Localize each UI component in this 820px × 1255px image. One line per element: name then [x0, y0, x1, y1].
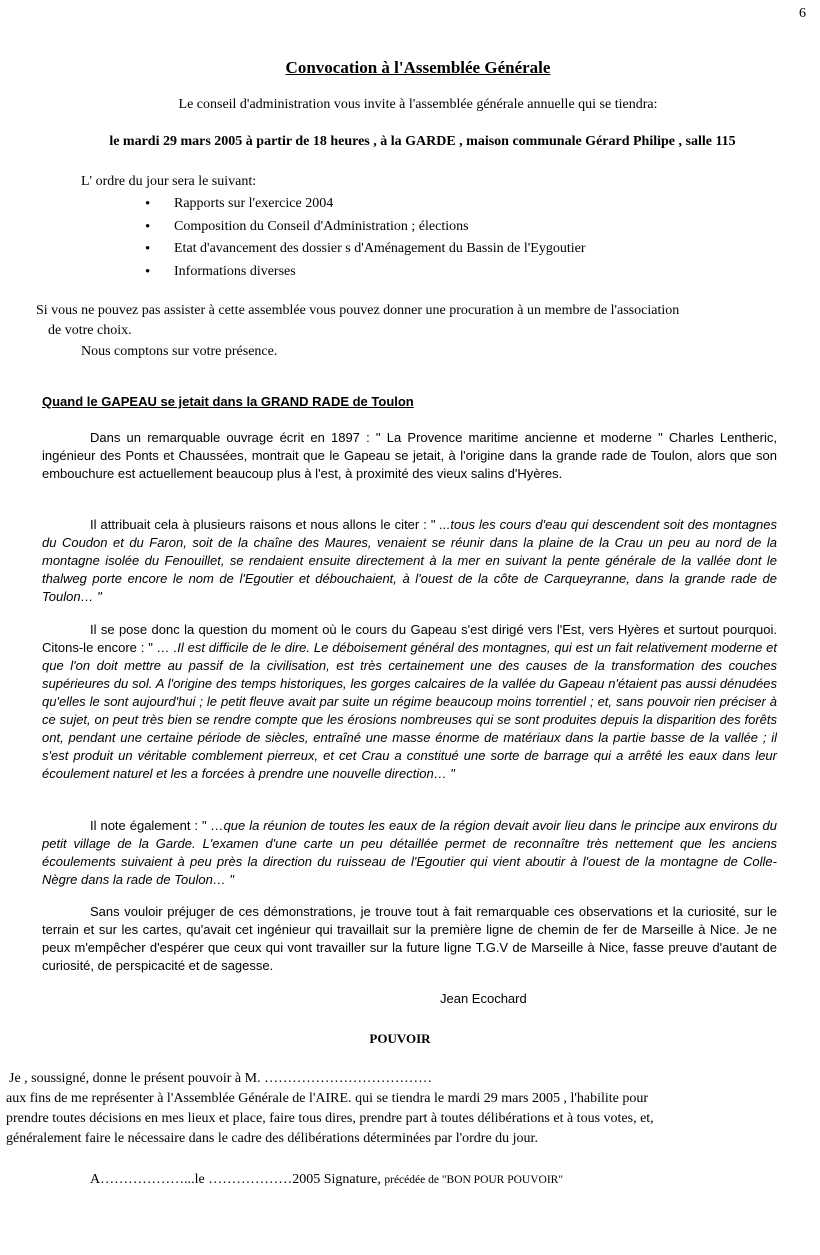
agenda-item: • Composition du Conseil d'Administration ; élections — [145, 216, 586, 239]
convocation-intro: Le conseil d'administration vous invite à l'assemblée générale annuelle qui se tiendra: — [178, 97, 658, 112]
agenda-item: • Informations diverses — [145, 261, 586, 284]
agenda-intro: L' ordre du jour sera le suivant: — [81, 174, 257, 189]
signature-instruction: précédée de "BON POUR POUVOIR" — [384, 1174, 564, 1186]
agenda-list — [145, 193, 586, 283]
place-date-signature: A………………...le ………………2005 Signature, — [90, 1172, 385, 1187]
author-signature: Jean Ecochard — [440, 991, 527, 1006]
quotation: ...tous les cours d'eau qui descendent soit des montagnes du Coudon et du Faron, soit de la chaîne des Maures, venaient se réunir dans la plaine de la Crau un peu au nord de la montagne isolée du Fenouillet, se rendaient ensuite directement à la mer en suivant la pente générale de la vallée dont le thalweg porte encore le nom de l'Egoutier et débouchaient, à l'ouest de la côte de Carqueyranne, dans la grande rade de Toulon… " — [42, 517, 777, 604]
agenda-item: • Etat d'avancement des dossier s d'Aménagement du Bassin de l'Eygoutier — [145, 238, 586, 261]
paragraph-intro: Il attribuait cela à plusieurs raisons et nous allons le citer : " — [90, 517, 440, 532]
proxy-form-line: généralement faire le nécessaire dans le cadre des délibérations déterminées par l'ordre du jour. — [6, 1131, 538, 1146]
presence-note: Nous comptons sur votre présence. — [81, 344, 278, 359]
proxy-note-continued: de votre choix. — [48, 323, 132, 338]
proxy-form-title: POUVOIR — [369, 1031, 431, 1046]
quotation: … .Il est difficile de le dire. Le déboisement général des montagnes, qui est un fait relativement moderne et que l'on doit mettre au passif de la civilisation, est très certainement une des causes de la transformation des couches supérieures du sol. A l'origine des temps historiques, les gorges calcaires de la vallée du Gapeau n'étaient pas aussi dénudées qu'elles le sont aujourd'hui ; le petit fleuve avait par suite un régime beaucoup moins torrentiel ; et, sans pouvoir rien préciser à ce sujet, on peut très bien se rendre compte que les érosions nombreuses qui se sont produites depuis la disparition des forêts ont, pendant une certaine période de siècles, entraîné une masse énorme de matériaux dans la partie basse de la vallée ; il s'est produit un véritable comblement pierreux, et cet Crau a constitué une sorte de barrage qui a arrêté les eaux dans leur écoulement naturel et les a forcées à prendre une nouvelle direction… " — [42, 640, 778, 781]
proxy-form-line: prendre toutes décisions en mes lieux et place, faire tous dires, prendre part à toutes délibérations et à tous votes, et, — [6, 1111, 654, 1126]
proxy-note: Si vous ne pouvez pas assister à cette assemblée vous pouvez donner une procuration à un membre de l'association — [36, 303, 680, 318]
proxy-signature-line — [90, 1172, 563, 1188]
paragraph-intro: Il note également : " — [90, 818, 211, 833]
article-paragraph: Sans vouloir préjuger de ces démonstrations, je trouve tout à fait remarquable ces observations et la curiosité, sur le terrain et sur les cartes, qu'avait cet ingénieur qui travaillait sur la première ligne de chemin de fer de Marseille à Nice. Je ne peux m'empêcher d'espérer que ceux qui vont travailler sur la future ligne T.G.V de Marseille à Nice, fasse preuve d'autant de curiosité, de perspicacité et de sagesse. — [42, 904, 777, 973]
article-paragraph — [42, 621, 777, 783]
article-title: Quand le GAPEAU se jetait dans la GRAND RADE de Toulon — [42, 394, 414, 409]
convocation-title: Convocation à l'Assemblée Générale — [285, 58, 551, 77]
quotation: …que la réunion de toutes les eaux de la région devait avoir lieu dans le principe aux environs du petit village de la Garde. L'examen d'une carte un peu détaillée permet de reconnaître très nettement que les anciens écoulements suivaient à peu près la direction du ruisseau de l'Egoutier qui vient aboutir à l'ouest de la montagne de Colle-Nègre dans la rade de Toulon… " — [42, 818, 777, 887]
page-number: 6 — [799, 6, 806, 21]
article-paragraph — [42, 516, 777, 606]
article-paragraph: Dans un remarquable ouvrage écrit en 1897 : " La Provence maritime ancienne et moderne " Charles Lentheric, ingénieur des Ponts et Chaussées, montrait que le Gapeau se jetait, à l'origine dans la grande rade de Toulon, alors que son embouchure est actuellement beaucoup plus à l'est, à proximité des vieux salins d'Hyères. — [42, 430, 777, 481]
proxy-form-line: aux fins de me représenter à l'Assemblée Générale de l'AIRE. qui se tiendra le mardi 29 mars 2005 , l'habilite pour — [6, 1091, 649, 1106]
proxy-form-line: Je , soussigné, donne le présent pouvoir à M. ……………………………… — [9, 1071, 433, 1086]
paragraph-intro: Il se pose donc la question du moment où le cours du Gapeau s'est dirigé vers l'Est, vers Hyères et surtout pourquoi. Citons-le encore : " — [42, 622, 777, 655]
article-paragraph — [42, 817, 777, 889]
agenda-item: • Rapports sur l'exercice 2004 — [145, 193, 586, 216]
meeting-date-place: le mardi 29 mars 2005 à partir de 18 heures , à la GARDE , maison communale Gérard Philipe , salle 115 — [109, 134, 736, 149]
